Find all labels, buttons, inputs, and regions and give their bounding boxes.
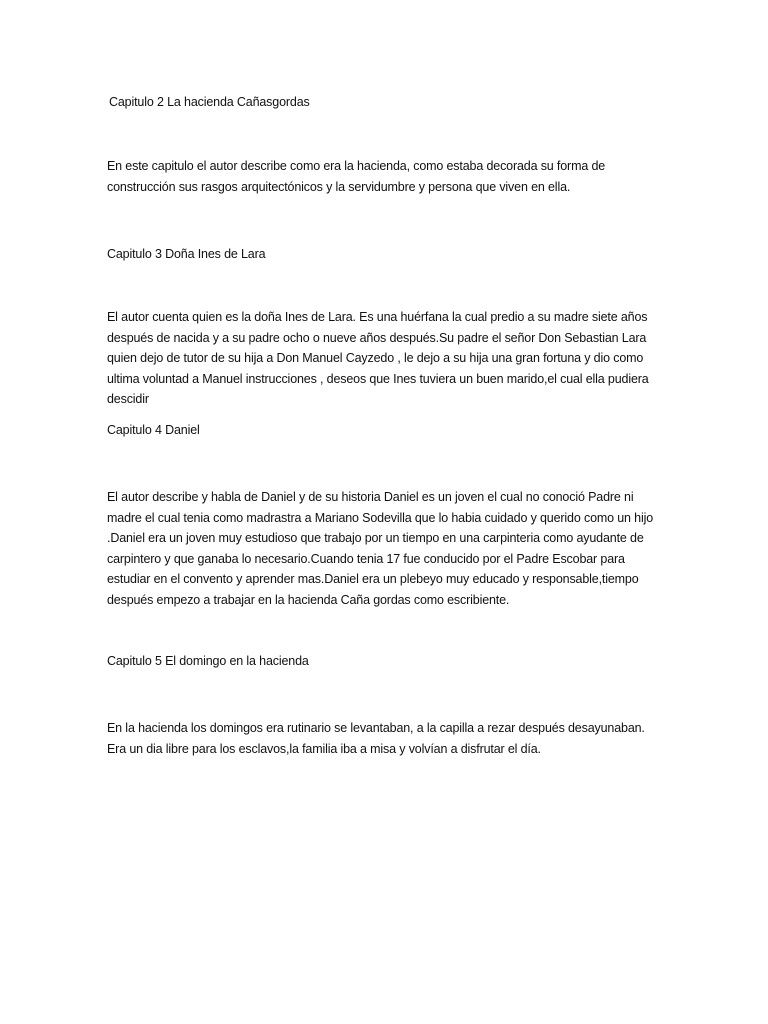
paragraph-line: En este capitulo el autor describe como era la hacienda, como estaba decorada su forma de — [107, 159, 606, 173]
paragraph-line: El autor cuenta quien es la doña Ines de Lara. Es una huérfana la cual predio a su madre siete años — [107, 310, 648, 324]
paragraph-line: construcción sus rasgos arquitectónicos y la servidumbre y persona que viven en ella. — [107, 179, 571, 194]
paragraph-line: ultima voluntad a Manuel instrucciones , deseos que Ines tuviera un buen marido,el cual ella pudiera — [107, 371, 649, 386]
paragraph-line: estudiar en el convento y aprender mas.Daniel era un plebeyo muy educado y responsable,tiempo — [107, 572, 639, 586]
paragraph-line: carpintero y que ganaba lo necesario.Cuando tenia 17 fue conducido por el Padre Escobar para — [107, 551, 625, 566]
paragraph-line: .Daniel era un joven muy estudioso que trabajo por un tiempo en una carpinteria como ayudante de — [107, 531, 644, 545]
chapter-2-paragraph — [107, 156, 647, 197]
chapter-5-paragraph — [107, 718, 667, 759]
paragraph-line: En la hacienda los domingos era rutinario se levantaban, a la capilla a rezar después desayunaban. — [107, 721, 645, 735]
chapter-3-heading: Capitulo 3 Doña Ines de Lara — [107, 247, 266, 261]
paragraph-line: El autor describe y habla de Daniel y de su historia Daniel es un joven el cual no conoció Padre ni — [107, 490, 634, 504]
paragraph-line: después empezo a trabajar en la hacienda Caña gordas como escribiente. — [107, 592, 510, 607]
chapter-5-heading: Capitulo 5 El domingo en la hacienda — [107, 654, 309, 668]
chapter-2-heading: Capitulo 2 La hacienda Cañasgordas — [109, 95, 310, 109]
chapter-3-paragraph — [107, 307, 667, 410]
paragraph-line: después de nacida y a su padre ocho o nueve años después.Su padre el señor Don Sebastian Lara — [107, 330, 647, 345]
chapter-4-paragraph — [107, 487, 677, 610]
paragraph-line: Era un dia libre para los esclavos,la familia iba a misa y volvían a disfrutar el día. — [107, 741, 541, 756]
paragraph-line: descidir — [107, 392, 149, 406]
paragraph-line: quien dejo de tutor de su hija a Don Manuel Cayzedo , le dejo a su hija una gran fortuna y dio como — [107, 351, 644, 365]
paragraph-line: madre el cual tenia como madrastra a Mariano Sodevilla que lo habia cuidado y querido como un hijo — [107, 510, 654, 525]
chapter-4-heading: Capitulo 4 Daniel — [107, 423, 200, 437]
